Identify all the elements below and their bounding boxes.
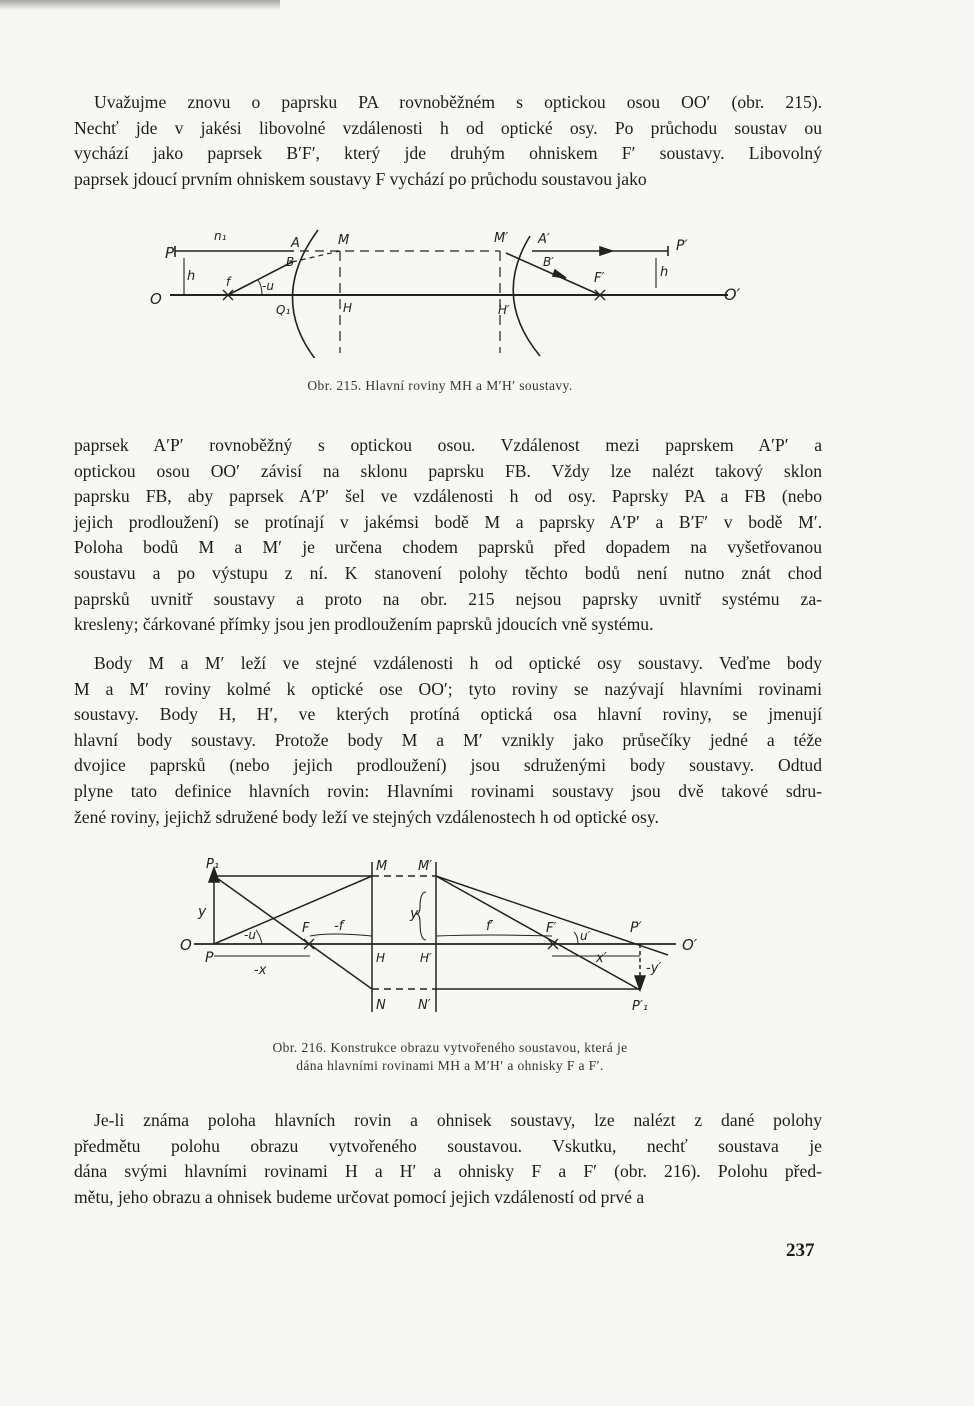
text-line: soustavy. Body H, H′, ve kterých protíná optická osa hlavní roviny, se jmenují [74, 704, 822, 725]
text-line: jejich prodloužení) se protínají v jakémsi bodě M a paprsky A′P′ a B′F′ v bodě M′. [74, 511, 822, 532]
text-line: paprsek jdoucí prvním ohniskem soustavy F vychází po průchodu soustavou jako [74, 168, 647, 189]
text-line: soustavu a po výstupu z ní. K stanovení polohy těchto bodů není nutno znát chod [74, 562, 822, 583]
text-line: Poloha bodů M a M′ je určena chodem paprsků před dopadem na vyšetřovanou [74, 537, 822, 558]
text-line: Nechť jde v jakési libovolné vzdálenosti h od optické osy. Po průchodu soustav ou [74, 117, 822, 138]
text-line: M a M′ roviny kolmé k optické ose OO′; tyto roviny se nazývají hlavními rovinami [74, 678, 822, 699]
arrow-p-prime [600, 247, 612, 255]
label-x-prime: x′ [596, 951, 607, 966]
scan-shadow [0, 0, 280, 10]
label-o: O [150, 290, 162, 308]
label-y: y [198, 904, 207, 920]
label-o-216: O [180, 936, 192, 954]
label-h-left: h [187, 269, 196, 284]
label-y-mid: y [410, 906, 419, 922]
figure-216 [0, 852, 974, 1022]
label-minus-x: -x [254, 963, 267, 978]
label-o-prime-216: O′ [682, 936, 698, 954]
text-line: předmětu polohu obrazu vytvořeného soustavou. Vskutku, nechť soustava je [74, 1135, 822, 1156]
dashed-b-to-m [292, 251, 340, 262]
label-m-216: M [376, 859, 388, 874]
label-h-216: H [376, 951, 386, 965]
label-f: f [226, 275, 231, 289]
text-line: kresleny; čárkované přímky jsou jen prodloužením paprsků jdoucích vně systému. [74, 614, 654, 635]
label-p-prime-216: P′ [630, 920, 642, 936]
arrow-f-prime [553, 270, 566, 278]
text-line: vychází jako paprsek B′F′, který jde druhým ohniskem F′ soustavy. Libovolný [74, 143, 822, 164]
label-f-216: F [302, 921, 310, 936]
label-h-prime: H′ [498, 303, 510, 317]
paragraph-3 [74, 651, 822, 830]
text-line: plyne tato definice hlavních rovin: Hlavními rovinami soustavy jsou dvě takové sdru- [74, 780, 822, 801]
label-q1: Q₁ [276, 303, 291, 317]
figure-215 [0, 228, 974, 358]
label-p: P [165, 244, 175, 262]
label-p-prime: P′ [676, 238, 688, 254]
text-line: žené roviny, jejichž sdružené body leží ve stejných vzdálenostech h od optické osy. [74, 806, 659, 827]
caption-216-line2: dána hlavními rovinami MH a M′H′ a ohnisky F a F′. [296, 1058, 604, 1073]
label-h-prime-216: H′ [420, 951, 432, 965]
label-b: B [286, 255, 295, 269]
page-number: 237 [786, 1240, 815, 1261]
label-n: N [376, 998, 386, 1013]
dim-f-prime [436, 935, 552, 936]
angle-u [256, 930, 262, 944]
dim-minus-f [310, 934, 372, 936]
label-a-prime: A′ [538, 232, 550, 247]
paragraph-2 [74, 433, 822, 638]
label-m-prime: M′ [494, 231, 509, 246]
label-minus-u: -u [262, 279, 274, 293]
label-h-right: h [660, 265, 669, 280]
label-m-prime-216: M′ [418, 859, 433, 874]
label-p1: P₁ [206, 857, 220, 872]
text-line: hlavní body soustavy. Protože body M a M′ vznikly jako průsečíky jedné a téže [74, 729, 822, 750]
label-a: A [291, 236, 300, 251]
label-p-216: P [205, 950, 214, 966]
paragraph-1 [74, 90, 822, 192]
label-f-prime-dist: f′ [486, 919, 494, 934]
label-b-prime: B′ [543, 255, 554, 269]
paragraph-4 [74, 1108, 822, 1210]
label-p1-prime: P′₁ [632, 999, 649, 1014]
text-line: Uvažujme znovu o paprsku PA rovnoběžném s optickou osou OO′ (obr. 215). [94, 92, 822, 112]
text-line: paprsku FB, aby paprsek A′P′ šel ve vzdálenosti h od osy. Paprsky PA a FB (nebo [74, 486, 822, 507]
label-o-prime: O′ [724, 285, 741, 304]
text-line: Je-li známa poloha hlavních rovin a ohnisek soustavy, lze nalézt z dané polohy [94, 1110, 822, 1130]
label-minus-f: -f [334, 919, 344, 934]
text-line: mětu, jeho obrazu a ohnisek budeme určovat pomocí jejich vzdáleností od prvé a [74, 1186, 645, 1207]
label-n-prime: N′ [418, 998, 431, 1013]
text-line: optickou osou OO′ závisí na sklonu paprsku FB. Vždy lze nalézt takový sklon [74, 460, 822, 481]
text-line: Body M a M′ leží ve stejné vzdálenosti h od optické osy soustavy. Veďme body [94, 653, 822, 673]
ray-fb [228, 262, 292, 295]
caption-215: Obr. 215. Hlavní roviny MH a M′H′ soustavy. [307, 378, 573, 393]
ray-m-prime-f-prime [436, 876, 640, 990]
text-line: paprsků uvnitř soustavy a proto na obr. 215 nejsou paprsky uvnitř systému za- [74, 588, 822, 609]
label-m: M [338, 233, 350, 248]
angle-u-prime [574, 932, 578, 944]
ray-p1-f-n [214, 876, 372, 989]
label-f-prime: F′ [594, 271, 605, 286]
label-minus-y-prime: -y′ [646, 961, 662, 976]
label-u-prime: u′ [580, 929, 591, 943]
label-f-prime-216: F′ [546, 921, 557, 936]
text-line: dvojice paprsků (nebo jejich prodloužení) jsou sdruženými body soustavy. Odtud [74, 755, 822, 776]
text-line: dána svými hlavními rovinami H a H′ a ohnisky F a F′ (obr. 216). Polohu před- [74, 1161, 822, 1182]
caption-216-line1: Obr. 216. Konstrukce obrazu vytvořeného soustavou, která je [272, 1040, 628, 1055]
label-n1: n₁ [214, 229, 227, 243]
label-h: H [343, 301, 353, 315]
label-minus-u-216: -u [244, 928, 256, 942]
text-line: paprsek A′P′ rovnoběžný s optickou osou. Vzdálenost mezi paprskem A′P′ a [74, 435, 822, 455]
